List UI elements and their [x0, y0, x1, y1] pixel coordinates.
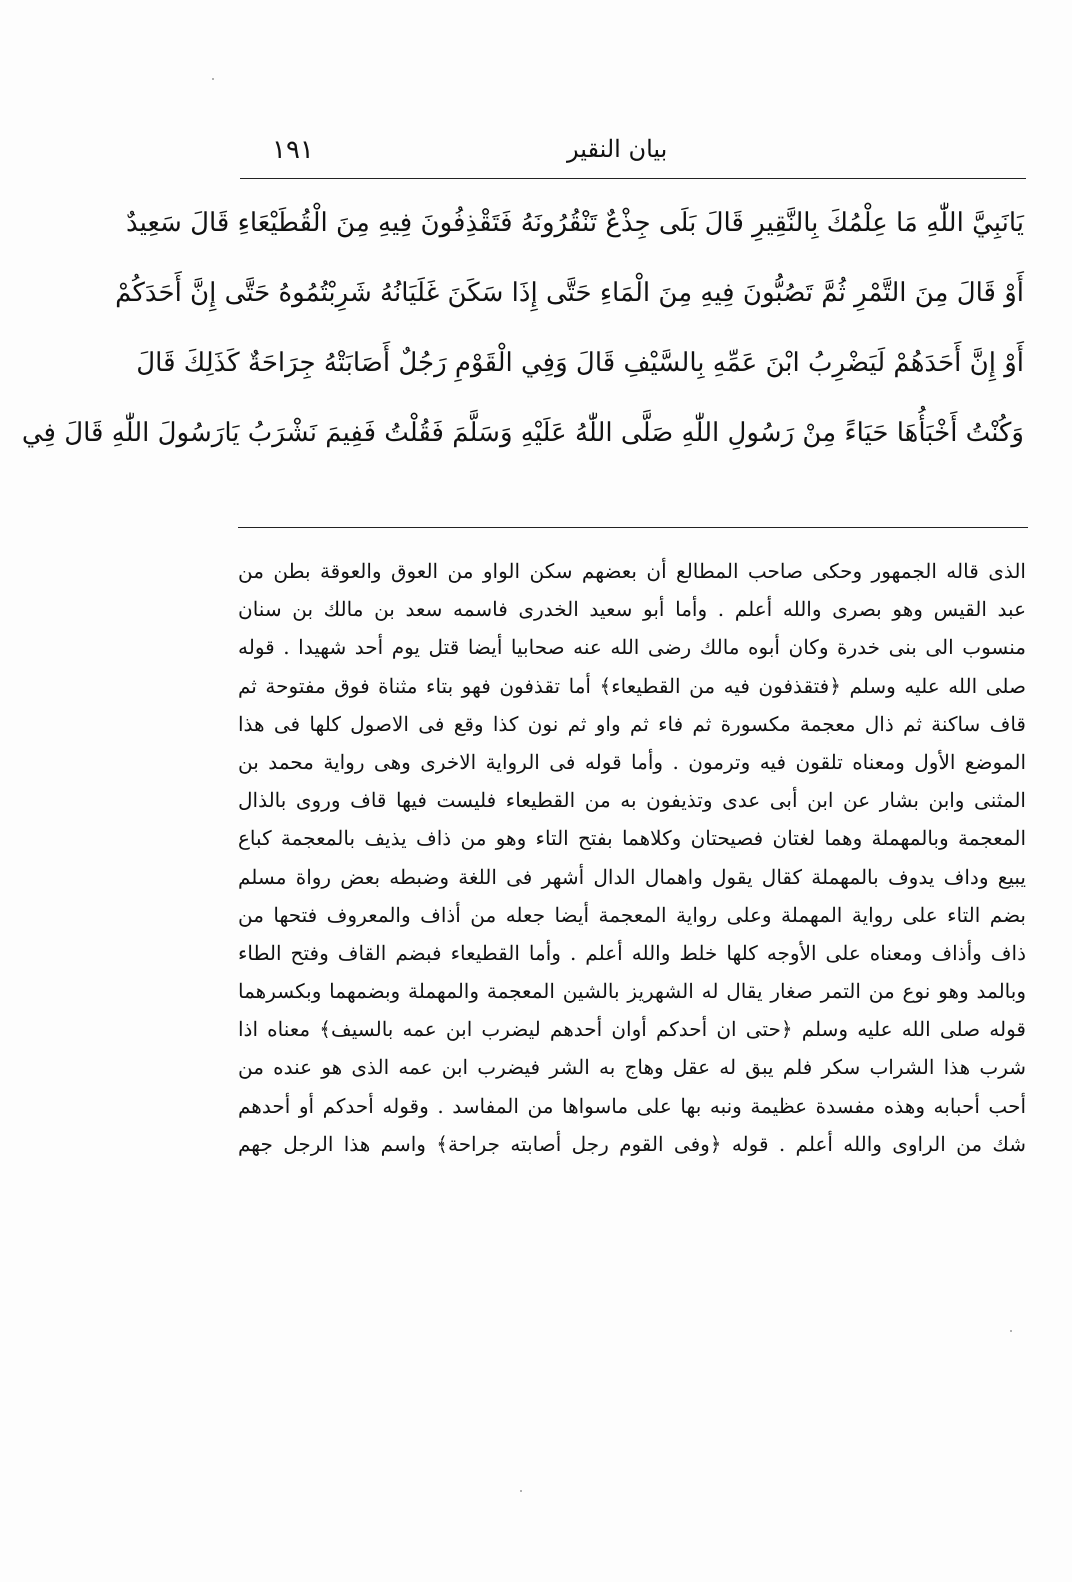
commentary-line: بضم التاء على رواية المهملة وعلى رواية المعجمة أيضا جعله من أذاف والمعروف فتحها من: [238, 902, 1026, 927]
hadith-text-block: [21, 188, 1024, 468]
page-number: ١٩١: [272, 135, 314, 165]
commentary-line: ذاف وأذاف ومعناه على الأوجه كلها خلط والله أعلم . وأما القطيعاء فبضم القاف وفتح الطاء: [238, 940, 1026, 965]
scan-speck: [212, 78, 214, 80]
commentary-line: أحب أحبابه وهذه مفسدة عظيمة ونبه بها على ماسواها من المفاسد . وقوله أحدكم أو أحدهم: [238, 1093, 1026, 1118]
commentary-line: منسوب الى بنى خدرة وكان أبوه مالك رضى الله عنه صحابيا أيضا قتل يوم أحد شهيدا . قوله: [238, 635, 1026, 660]
hadith-line: وَكُنْتُ أَخْبَأُهَا حَيَاءً مِنْ رَسُولِ اللّٰهِ صَلَّى اللّٰهُ عَلَيْهِ وَسَلَّمَ فَقُلْتُ فَفِيمَ نَشْرَبُ يَارَسُولَ اللّٰهِ قَالَ فِي: [21, 418, 1024, 448]
commentary-line: صلى الله عليه وسلم ﴿فتقذفون فيه من القطيعاء﴾ أما تقذفون فهو بتاء مثناة فوق مفتوحة ثم: [238, 673, 1026, 698]
hadith-line: يَانَبِيَّ اللّٰهِ مَا عِلْمُكَ بِالنَّقِيرِ قَالَ بَلَى جِذْعٌ تَنْقُرُونَهُ فَتَقْذِفُونَ فِيهِ مِنَ الْقُطَيْعَاءِ قَالَ سَعِيدٌ: [126, 208, 1024, 238]
scan-speck: [1010, 1330, 1012, 1332]
commentary-text-block: [238, 552, 1026, 1163]
hadith-line: أَوْ إِنَّ أَحَدَهُمْ لَيَضْرِبُ ابْنَ عَمِّهِ بِالسَّيْفِ قَالَ وَفِي الْقَوْمِ رَجُلٌ أَصَابَتْهُ جِرَاحَةٌ كَذَلِكَ قَالَ: [136, 348, 1024, 378]
commentary-line: الذى قاله الجمهور وحكى صاحب المطالع أن بعضهم سكن الواو من العوق والعوقة بطن من: [238, 559, 1026, 583]
header-divider: [240, 178, 1026, 179]
running-title: بيان النقير: [567, 135, 668, 163]
commentary-line: شرب هذا الشراب سكر فلم يبق له عقل وهاج به الشر فيضرب ابن عمه الذى هو عنده من: [238, 1055, 1026, 1080]
commentary-line: يبيع وداف يدوف بالمهملة كقال يقول واهمال الدال أشهر فى اللغة وضبطه بعض رواة مسلم: [238, 864, 1026, 889]
commentary-line: عبد القيس وهو بصرى والله أعلم . وأما أبو سعيد الخدرى فاسمه سعد بن مالك بن سنان: [238, 597, 1026, 622]
section-divider: [238, 527, 1028, 528]
commentary-line: قاف ساكنة ثم ذال معجمة مكسورة ثم فاء ثم واو ثم نون كذا وقع فى الاصول كلها فى هذا: [238, 711, 1026, 736]
commentary-line: شك من الراوى والله أعلم . قوله ﴿وفى القوم رجل أصابته جراحة﴾ واسم هذا الرجل جهم: [238, 1131, 1026, 1156]
page-header: [232, 135, 1032, 175]
hadith-line: أَوْ قَالَ مِنَ التَّمْرِ ثُمَّ تَصُبُّونَ فِيهِ مِنَ الْمَاءِ حَتَّى إِذَا سَكَنَ غَلَيَانُهُ شَرِبْتُمُوهُ حَتَّى إِنَّ أَحَدَكُمْ: [115, 278, 1024, 308]
commentary-line: المثنى وابن بشار عن ابن أبى عدى وتذيفون به من القطيعاء فليست فيها قاف وروى بالذال: [238, 788, 1026, 813]
scan-speck: [520, 1490, 522, 1492]
commentary-line: الموضع الأول ومعناه تلقون فيه وترمون . وأما قوله فى الرواية الاخرى وهى رواية محمد بن: [238, 749, 1026, 774]
commentary-line: قوله صلى الله عليه وسلم ﴿حتى ان أحدكم أوان أحدهم ليضرب ابن عمه بالسيف﴾ معناه اذا: [238, 1017, 1026, 1042]
commentary-line: المعجمة وبالمهملة وهما لغتان فصيحتان وكلاهما بفتح التاء وهو من ذاف يذيف بالمعجمة كباع: [238, 826, 1026, 851]
commentary-line: وبالمد وهو نوع من التمر صغار يقال له الشهريز بالشين المعجمة والمهملة وبضمهما وبكسرهما: [238, 979, 1026, 1004]
